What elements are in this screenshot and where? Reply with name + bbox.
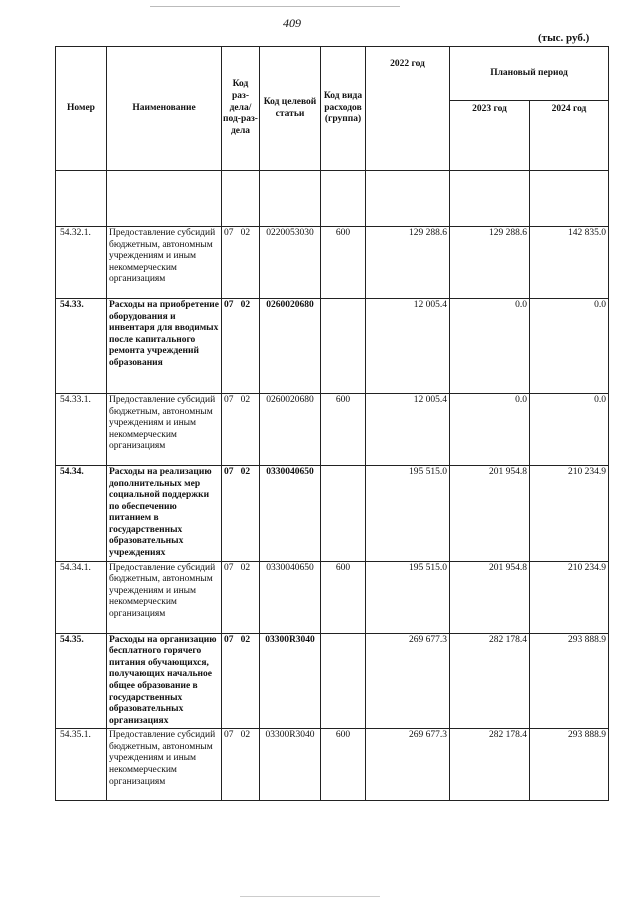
row-section: [222, 729, 260, 801]
row-value-2022: 269 677.3: [366, 729, 450, 801]
row-value-2022: 12 005.4: [366, 299, 450, 394]
row-value-2024: 293 888.9: [530, 729, 609, 801]
row-name: Предоставление субсидий бюджетным, автономным учреждениям и иным некоммерческим организациям: [107, 394, 222, 466]
row-expense-group: 600: [321, 227, 366, 299]
header-planned: Плановый период: [450, 47, 609, 101]
row-subsection-code: 02: [240, 730, 251, 741]
row-value-2024: 142 835.0: [530, 227, 609, 299]
row-expense-group: [321, 633, 366, 729]
row-value-2022: 129 288.6: [366, 227, 450, 299]
row-subsection-code: 02: [240, 562, 251, 573]
row-value-2023: 201 954.8: [450, 466, 530, 562]
row-target-code: 0330040650: [260, 466, 321, 562]
row-target-code: 03300R3040: [260, 633, 321, 729]
row-target-code: 0260020680: [260, 299, 321, 394]
table-row: [56, 227, 609, 299]
table-row: [56, 394, 609, 466]
row-expense-group: 600: [321, 561, 366, 633]
row-number: 54.33.: [56, 299, 107, 394]
row-number: 54.35.: [56, 633, 107, 729]
row-name: Расходы на реализацию дополнительных мер социальной поддержки по обеспечению питанием в государственных образовательных учреждениях: [107, 466, 222, 562]
row-section-code: 07: [224, 467, 234, 477]
bottom-divider: [240, 896, 380, 897]
row-value-2022: 12 005.4: [366, 394, 450, 466]
row-subsection-code: 02: [240, 395, 251, 405]
row-section-code: 07: [224, 300, 234, 310]
row-section: [222, 227, 260, 299]
row-value-2023: 0.0: [450, 394, 530, 466]
row-value-2024: 210 234.9: [530, 561, 609, 633]
row-section: [222, 299, 260, 394]
unit-label: (тыс. руб.): [538, 32, 590, 44]
row-number: 54.35.1.: [56, 729, 107, 801]
row-name: Предоставление субсидий бюджетным, автономным учреждениям и иным некоммерческим организациям: [107, 561, 222, 633]
row-value-2024: 0.0: [530, 299, 609, 394]
row-section: [222, 466, 260, 562]
row-target-code: 0260020680: [260, 394, 321, 466]
row-value-2024: 293 888.9: [530, 633, 609, 729]
row-section: [222, 561, 260, 633]
row-value-2023: 201 954.8: [450, 561, 530, 633]
row-target-code: 03300R3040: [260, 729, 321, 801]
row-number: 54.33.1.: [56, 394, 107, 466]
row-value-2022: 195 515.0: [366, 466, 450, 562]
table-row: [56, 633, 609, 729]
row-value-2023: 0.0: [450, 299, 530, 394]
table-body: [56, 171, 609, 801]
row-name: Предоставление субсидий бюджетным, автономным учреждениям и иным некоммерческим организациям: [107, 729, 222, 801]
row-expense-group: [321, 299, 366, 394]
row-expense-group: [321, 466, 366, 562]
row-section-code: 07: [224, 395, 234, 405]
row-name: Расходы на приобретение оборудования и инвентаря для вводимых после капитального ремонта учреждений образования: [107, 299, 222, 394]
row-section: [222, 394, 260, 466]
row-target-code: 0330040650: [260, 561, 321, 633]
row-subsection-code: 02: [240, 300, 251, 310]
row-name: Расходы на организацию бесплатного горячего питания обучающихся, получающих начальное общее образование в государственных образовательных организациях: [107, 633, 222, 729]
row-value-2024: 210 234.9: [530, 466, 609, 562]
table-row: [56, 299, 609, 394]
row-section: [222, 633, 260, 729]
table-row: [56, 729, 609, 801]
row-subsection-code: 02: [240, 634, 251, 645]
row-section-code: 07: [224, 634, 234, 645]
table-row: [56, 561, 609, 633]
row-section-code: 07: [224, 730, 234, 741]
top-divider: [150, 6, 400, 7]
budget-table: [55, 46, 609, 801]
header-number: Номер: [56, 47, 107, 171]
header-2022: 2022 год: [366, 47, 450, 171]
row-value-2023: 282 178.4: [450, 729, 530, 801]
header-name: Наименование: [107, 47, 222, 171]
header-target: Код целевой статьи: [260, 47, 321, 171]
row-name: Предоставление субсидий бюджетным, автономным учреждениям и иным некоммерческим организациям: [107, 227, 222, 299]
row-number: 54.34.1.: [56, 561, 107, 633]
row-expense-group: 600: [321, 394, 366, 466]
row-target-code: 0220053030: [260, 227, 321, 299]
table-row: [56, 466, 609, 562]
row-number: 54.34.: [56, 466, 107, 562]
header-section: Код раз-дела/ под-раз-дела: [222, 47, 260, 171]
row-subsection-code: 02: [240, 467, 251, 477]
header-2024: 2024 год: [530, 101, 609, 171]
row-value-2022: 269 677.3: [366, 633, 450, 729]
row-value-2024: 0.0: [530, 394, 609, 466]
row-section-code: 07: [224, 562, 234, 573]
row-value-2023: 282 178.4: [450, 633, 530, 729]
row-value-2023: 129 288.6: [450, 227, 530, 299]
row-section-code: 07: [224, 228, 234, 238]
header-expense: Код вида расходов (группа): [321, 47, 366, 171]
page-number: 409: [283, 16, 301, 30]
row-value-2022: 195 515.0: [366, 561, 450, 633]
row-expense-group: 600: [321, 729, 366, 801]
row-subsection-code: 02: [240, 228, 251, 238]
table-spacer-row: [56, 171, 609, 227]
row-number: 54.32.1.: [56, 227, 107, 299]
header-2023: 2023 год: [450, 101, 530, 171]
